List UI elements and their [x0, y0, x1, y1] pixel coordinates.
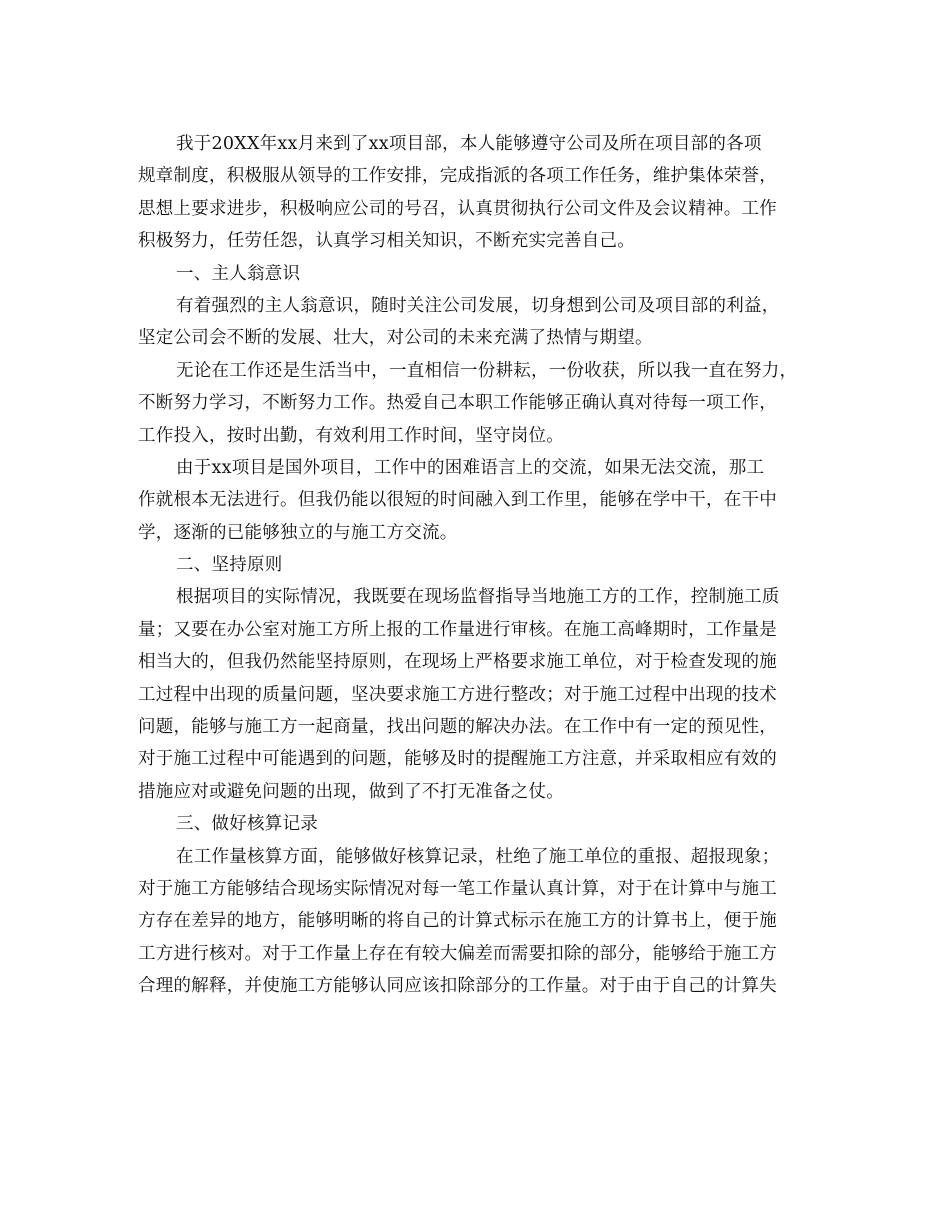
- text-line: 工作投入，按时出勤，有效利用工作时间，坚守岗位。: [138, 425, 564, 446]
- text-line: 对于施工方能够结合现场实际情况对每一笔工作量认真计算，对于在计算中与施工: [138, 878, 777, 899]
- text-line: 规章制度，积极服从领导的工作安排，完成指派的各项工作任务，维护集体荣誉，: [138, 166, 777, 187]
- text-line: 三、做好核算记录: [176, 814, 318, 835]
- text-line: 问题，能够与施工方一起商量，找出问题的解决办法。在工作中有一定的预见性，: [138, 717, 777, 738]
- text-line: 不断努力学习，不断努力工作。热爱自己本职工作能够正确认真对待每一项工作，: [138, 393, 777, 414]
- text-line: 思想上要求进步，积极响应公司的号召，认真贯彻执行公司文件及会议精神。工作: [138, 198, 777, 219]
- text-line: 学，逐渐的已能够独立的与施工方交流。: [138, 522, 458, 543]
- text-line: 量；又要在办公室对施工方所上报的工作量进行审核。在施工高峰期时，工作量是: [138, 619, 777, 640]
- text-line: 相当大的，但我仍然能坚持原则，在现场上严格要求施工单位，对于检查发现的施: [138, 652, 777, 673]
- text-line: 我于20XX年xx月来到了xx项目部，本人能够遵守公司及所在项目部的各项: [176, 134, 762, 154]
- text-line: 积极努力，任劳任怨，认真学习相关知识，不断充实完善自己。: [138, 231, 635, 252]
- text-line: 由于xx项目是国外项目，工作中的困难语言上的交流，如果无法交流，那工: [176, 457, 765, 478]
- text-line: 坚定公司会不断的发展、壮大，对公司的未来充满了热情与期望。: [138, 328, 653, 349]
- text-line: 工过程中出现的质量问题，坚决要求施工方进行整改；对于施工过程中出现的技术: [138, 684, 777, 705]
- text-line: 对于施工过程中可能遇到的问题，能够及时的提醒施工方注意，并采取相应有效的: [138, 749, 777, 770]
- text-line: 无论在工作还是生活当中，一直相信一份耕耘，一份收获，所以我一直在努力，: [176, 360, 798, 381]
- text-line: 二、坚持原则: [176, 555, 283, 576]
- text-line: 合理的解释，并使施工方能够认同应该扣除部分的工作量。对于由于自己的计算失: [138, 976, 777, 997]
- text-line: 措施应对或避免问题的出现，做到了不打无准备之仗。: [138, 781, 564, 802]
- text-line: 根据项目的实际情况，我既要在现场监督指导当地施工方的工作，控制施工质: [176, 587, 780, 608]
- text-line: 方存在差异的地方，能够明晰的将自己的计算式标示在施工方的计算书上，便于施: [138, 911, 777, 932]
- document-body: [138, 128, 828, 1003]
- text-line: 工方进行核对。对于工作量上存在有较大偏差而需要扣除的部分，能够给于施工方: [138, 943, 777, 964]
- text-line: 一、主人翁意识: [176, 263, 301, 284]
- text-line: 作就根本无法进行。但我仍能以很短的时间融入到工作里，能够在学中干，在干中: [138, 490, 777, 511]
- text-line: 有着强烈的主人翁意识，随时关注公司发展，切身想到公司及项目部的利益，: [176, 295, 780, 316]
- text-line: 在工作量核算方面，能够做好核算记录，杜绝了施工单位的重报、超报现象；: [176, 846, 780, 867]
